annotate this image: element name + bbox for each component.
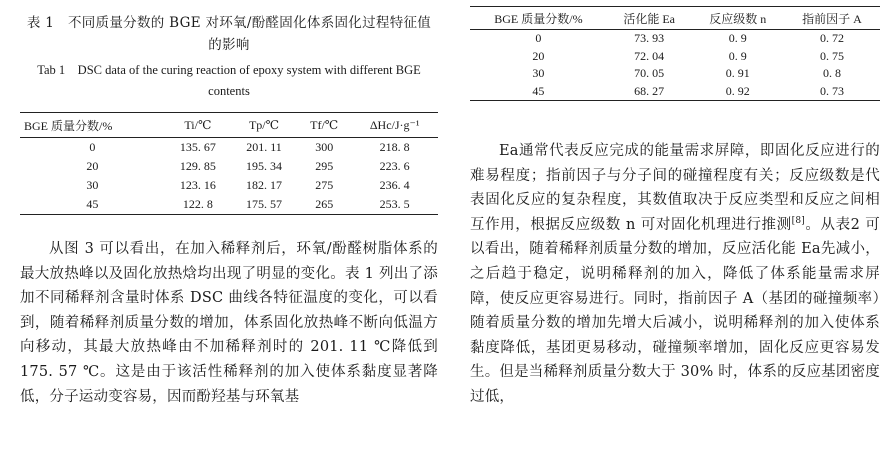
- table1-header-cell: ΔHc/J·g⁻¹: [369, 117, 420, 132]
- table2-header: [470, 7, 880, 30]
- table-row: [20, 195, 438, 215]
- table-cell: 175. 57: [246, 197, 282, 211]
- table-row: [20, 138, 438, 158]
- table2-header-cell: 活化能 Ea: [623, 11, 676, 26]
- table-cell: 135. 67: [179, 140, 216, 154]
- table1-header-row: [20, 113, 438, 138]
- left-column: [20, 12, 438, 424]
- table1: [20, 112, 438, 215]
- table1-header-cell: Tf/℃: [310, 117, 339, 132]
- table-cell: 68. 27: [634, 83, 665, 98]
- table2-header-cell: 指前因子 A: [802, 11, 862, 26]
- table-row: [20, 176, 438, 195]
- table-cell: 275: [315, 178, 334, 192]
- table-row: [470, 65, 880, 83]
- table-cell: 218. 8: [379, 140, 410, 154]
- table-cell: 253. 5: [379, 197, 410, 211]
- table-cell: 201. 11: [246, 140, 282, 154]
- table-cell: 0: [535, 31, 542, 46]
- table1-header: [20, 113, 438, 138]
- table1-header-cell: Tp/℃: [248, 117, 280, 132]
- table-cell: 295: [315, 159, 334, 173]
- table-cell: 265: [315, 197, 334, 211]
- table-cell: 45: [86, 197, 99, 211]
- table-cell: 70. 05: [634, 66, 665, 81]
- table1-caption-zh: 表 1 不同质量分数的 BGE 对环氧/酚醛固化体系固化过程特征值的影响: [26, 15, 432, 53]
- table-cell: 129. 85: [179, 159, 216, 173]
- table-cell: 0. 75: [819, 48, 844, 63]
- table-cell: 73. 93: [634, 31, 665, 46]
- table2: [470, 6, 880, 101]
- table-cell: 182. 17: [246, 178, 282, 192]
- table-cell: 30: [532, 66, 545, 81]
- table-cell: 0: [89, 140, 96, 154]
- table1-caption-en: Tab 1 DSC data of the curing reaction of epoxy system with different BGE contents: [37, 63, 421, 98]
- table1-header-cell: Ti/℃: [184, 117, 212, 132]
- body-paragraph-right: [470, 139, 880, 410]
- table-cell: 0. 91: [725, 66, 750, 81]
- table-cell: 45: [532, 83, 545, 98]
- table-cell: 0. 9: [728, 48, 747, 63]
- table-cell: 300: [315, 140, 334, 154]
- table-row: [20, 157, 438, 176]
- table-cell: 0. 72: [819, 31, 844, 46]
- table-cell: 123. 16: [179, 178, 216, 192]
- table-cell: 195. 34: [246, 159, 282, 173]
- table-row: [470, 30, 880, 48]
- body-paragraph-left: 从图 3 可以看出，在加入稀释剂后，环氧/酚醛树脂体系的最大放热峰以及固化放热焓均出现了明显的变化。表 1 列出了添加不同稀释剂含量时体系 DSC 曲线各特征温度的变化，可以看到，随着稀释剂质量分数的增加，体系固化放热峰不断向低温方向移动，其最大放热峰由不加稀释剂时的 201. 11 ℃降低到 175. 57 ℃。这是由于该活性稀释剂的加入使体系黏度显著降低，分子运动变容易，因而酚羟基与环氧基: [20, 241, 438, 405]
- table-cell: 0. 92: [725, 83, 750, 98]
- table1-body: [20, 138, 438, 215]
- table-cell: 30: [86, 178, 99, 192]
- paragraph-text: Ea通常代表反应完成的能量需求屏障，即固化反应进行的难易程度；指前因子与分子间的碰撞程度有关；反应级数是代表固化反应的复杂程度，其数值取决于反应类型和反应之间相互作用，根据反应级数 n 可对固化机理进行推测: [470, 143, 880, 233]
- table-cell: 20: [86, 159, 99, 173]
- table-row: [470, 48, 880, 66]
- table2-header-cell: 反应级数 n: [709, 11, 767, 26]
- table2-header-row: [470, 7, 880, 30]
- table-cell: 0. 9: [728, 31, 747, 46]
- table-cell: 0. 8: [822, 66, 841, 81]
- table-cell: 122. 8: [182, 197, 213, 211]
- right-column: [470, 6, 880, 424]
- table2-header-cell: BGE 质量分数/%: [494, 11, 583, 26]
- table-row: [470, 83, 880, 101]
- table-cell: 236. 4: [379, 178, 410, 192]
- table-cell: 72. 04: [634, 48, 665, 63]
- table-cell: 223. 6: [379, 159, 410, 173]
- table-cell: 0. 73: [819, 83, 844, 98]
- table-cell: 20: [532, 48, 545, 63]
- paragraph-text: 。从表2 可以看出，随着稀释剂质量分数的增加，反应活化能 Ea先减小，之后趋于稳定，说明稀释剂的加入，降低了体系能量需求屏障，使反应更容易进行。同时，指前因子 A（基团的碰撞频率）随着质量分数的增加先增大后减小，说明稀释剂的加入使体系黏度降低，基团更易移动，碰撞频率增加，固化反应更容易发生。但是当稀释剂质量分数大于 30% 时，体系的反应基团密度过低，: [470, 216, 880, 405]
- table2-body: [470, 30, 880, 101]
- citation-ref: [8]: [791, 215, 806, 226]
- table1-header-cell: BGE 质量分数/%: [24, 118, 113, 133]
